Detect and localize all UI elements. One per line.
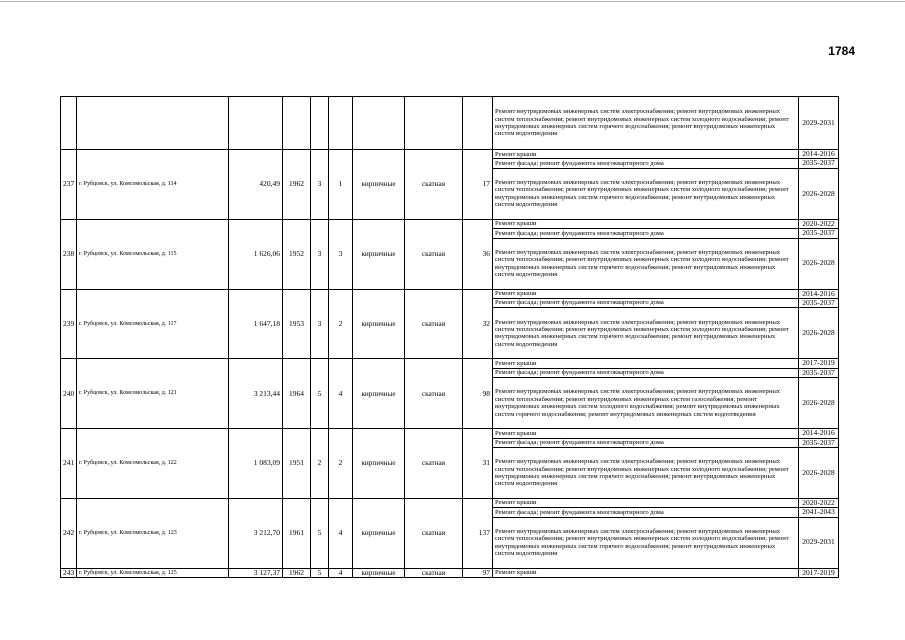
cell-period: 2017-2019 bbox=[799, 359, 839, 368]
cell-roof: скатная bbox=[405, 498, 463, 568]
cell-num: 237 bbox=[61, 150, 77, 220]
cell-num: 242 bbox=[61, 498, 77, 568]
page-number: 1784 bbox=[828, 44, 855, 58]
cell-material: кирпичные bbox=[353, 498, 405, 568]
cell-work: Ремонт внутридомовых инженерных систем электроснабжения; ремонт внутридомовых инженерных систем теплоснабжения; ремонт внутридомовых инженерных систем холодного водоснабжения; ремонт внутридомовых инженерных систем горячего водоснабжения; ремонт внутридомовых инженерных систем водоотведения bbox=[493, 447, 799, 498]
cell-residents: 32 bbox=[463, 289, 493, 359]
cell-floors: 3 bbox=[311, 289, 329, 359]
cell-period: 2035-2037 bbox=[799, 368, 839, 377]
cell-work: Ремонт крыши bbox=[493, 429, 799, 438]
cell-work: Ремонт внутридомовых инженерных систем электроснабжения; ремонт внутридомовых инженерных систем теплоснабжения; ремонт внутридомовых инженерных систем газоснабжения; ремонт внутридомовых инженерных систем холодного водоснабжения; ремонт внутридомовых инженерных систем горячего водоснабжения; ремонт внутридомовых инженерных систем водоотведения bbox=[493, 378, 799, 429]
cell-floors: 5 bbox=[311, 359, 329, 429]
cell-period: 2035-2037 bbox=[799, 438, 839, 447]
cell-floors: 3 bbox=[311, 150, 329, 220]
cell-year: 1952 bbox=[283, 219, 311, 289]
cell-roof: скатная bbox=[405, 429, 463, 499]
cell-material bbox=[353, 97, 405, 150]
cell-residents: 36 bbox=[463, 219, 493, 289]
cell-work: Ремонт крыши bbox=[493, 150, 799, 159]
cell-address: г. Рубцовск, ул. Комсомольская, д. 125 bbox=[77, 568, 229, 577]
cell-period: 2035-2037 bbox=[799, 298, 839, 307]
cell-entrances: 4 bbox=[329, 359, 353, 429]
cell-address: г. Рубцовск, ул. Комсомольская, д. 114 bbox=[77, 150, 229, 220]
cell-area: 1 626,06 bbox=[229, 219, 283, 289]
cell-period: 2041-2043 bbox=[799, 508, 839, 517]
cell-area: 3 213,44 bbox=[229, 359, 283, 429]
cell-num: 239 bbox=[61, 289, 77, 359]
cell-work: Ремонт крыши bbox=[493, 568, 799, 577]
cell-roof: скатная bbox=[405, 150, 463, 220]
cell-work: Ремонт внутридомовых инженерных систем электроснабжения; ремонт внутридомовых инженерных систем теплоснабжения; ремонт внутридомовых инженерных систем холодного водоснабжения; ремонт внутридомовых инженерных систем горячего водоснабжения; ремонт внутридомовых инженерных систем водоотведения bbox=[493, 308, 799, 359]
cell-address bbox=[77, 97, 229, 150]
cell-residents: 98 bbox=[463, 359, 493, 429]
cell-material: кирпичные bbox=[353, 150, 405, 220]
cell-work: Ремонт внутридомовых инженерных систем электроснабжения; ремонт внутридомовых инженерных систем теплоснабжения; ремонт внутридомовых инженерных систем холодного водоснабжения; ремонт внутридомовых инженерных систем горячего водоснабжения; ремонт внутридомовых инженерных систем водоотведения bbox=[493, 168, 799, 219]
housing-repair-table bbox=[60, 96, 839, 578]
cell-floors: 5 bbox=[311, 498, 329, 568]
cell-work: Ремонт внутридомовых инженерных систем электроснабжения; ремонт внутридомовых инженерных систем теплоснабжения; ремонт внутридомовых инженерных систем холодного водоснабжения; ремонт внутридомовых инженерных систем горячего водоснабжения; ремонт внутридомовых инженерных систем водоотведения bbox=[493, 517, 799, 568]
cell-material: кирпичные bbox=[353, 359, 405, 429]
cell-year bbox=[283, 97, 311, 150]
cell-residents: 31 bbox=[463, 429, 493, 499]
cell-residents bbox=[463, 97, 493, 150]
cell-period: 2026-2028 bbox=[799, 378, 839, 429]
cell-residents: 97 bbox=[463, 568, 493, 577]
cell-num: 240 bbox=[61, 359, 77, 429]
cell-residents: 137 bbox=[463, 498, 493, 568]
cell-area: 420,49 bbox=[229, 150, 283, 220]
cell-work: Ремонт крыши bbox=[493, 498, 799, 507]
cell-period: 2035-2037 bbox=[799, 159, 839, 168]
cell-roof: скатная bbox=[405, 359, 463, 429]
cell-residents: 17 bbox=[463, 150, 493, 220]
cell-work: Ремонт крыши bbox=[493, 289, 799, 298]
cell-period: 2020-2022 bbox=[799, 219, 839, 228]
cell-work: Ремонт фасада; ремонт фундамента многоквартирного дома bbox=[493, 438, 799, 447]
cell-num bbox=[61, 97, 77, 150]
table-row bbox=[61, 498, 839, 507]
table-row bbox=[61, 289, 839, 298]
cell-area: 1 647,18 bbox=[229, 289, 283, 359]
cell-year: 1961 bbox=[283, 498, 311, 568]
cell-period: 2014-2016 bbox=[799, 289, 839, 298]
cell-area: 3 212,70 bbox=[229, 498, 283, 568]
table-row bbox=[61, 429, 839, 438]
continuation-row bbox=[61, 97, 839, 150]
cell-entrances: 1 bbox=[329, 150, 353, 220]
cell-address: г. Рубцовск, ул. Комсомольская, д. 123 bbox=[77, 498, 229, 568]
cell-entrances: 2 bbox=[329, 429, 353, 499]
cell-period: 2014-2016 bbox=[799, 150, 839, 159]
cell-entrances: 4 bbox=[329, 568, 353, 577]
cell-roof bbox=[405, 97, 463, 150]
cell-year: 1951 bbox=[283, 429, 311, 499]
cell-work: Ремонт внутридомовых инженерных систем электроснабжения; ремонт внутридомовых инженерных систем теплоснабжения; ремонт внутридомовых инженерных систем холодного водоснабжения; ремонт внутридомовых инженерных систем горячего водоснабжения; ремонт внутридомовых инженерных систем водоотведения bbox=[493, 97, 799, 150]
table-row bbox=[61, 219, 839, 228]
cell-address: г. Рубцовск, ул. Комсомольская, д. 121 bbox=[77, 359, 229, 429]
cell-entrances: 3 bbox=[329, 219, 353, 289]
cell-work: Ремонт фасада; ремонт фундамента многоквартирного дома bbox=[493, 508, 799, 517]
cell-entrances bbox=[329, 97, 353, 150]
table-row bbox=[61, 150, 839, 159]
cell-period: 2029-2031 bbox=[799, 97, 839, 150]
cell-area: 1 083,09 bbox=[229, 429, 283, 499]
cell-period: 2017-2019 bbox=[799, 568, 839, 577]
cell-period: 2029-2031 bbox=[799, 517, 839, 568]
cell-floors: 5 bbox=[311, 568, 329, 577]
cell-period: 2020-2022 bbox=[799, 498, 839, 507]
cell-material: кирпичные bbox=[353, 289, 405, 359]
cell-area: 3 127,37 bbox=[229, 568, 283, 577]
cell-roof: скатная bbox=[405, 219, 463, 289]
cell-period: 2026-2028 bbox=[799, 238, 839, 289]
cell-entrances: 2 bbox=[329, 289, 353, 359]
cell-period: 2026-2028 bbox=[799, 308, 839, 359]
cell-roof: скатная bbox=[405, 289, 463, 359]
cell-work: Ремонт фасада; ремонт фундамента многоквартирного дома bbox=[493, 368, 799, 377]
cell-num: 241 bbox=[61, 429, 77, 499]
table-body bbox=[61, 97, 839, 578]
cell-area bbox=[229, 97, 283, 150]
cell-material: кирпичные bbox=[353, 219, 405, 289]
cell-roof: скатная bbox=[405, 568, 463, 577]
cell-year: 1962 bbox=[283, 568, 311, 577]
cell-period: 2035-2037 bbox=[799, 229, 839, 238]
cell-floors: 3 bbox=[311, 219, 329, 289]
cell-work: Ремонт фасада; ремонт фундамента многоквартирного дома bbox=[493, 298, 799, 307]
table-row bbox=[61, 568, 839, 577]
cell-material: кирпичные bbox=[353, 429, 405, 499]
cell-work: Ремонт фасада; ремонт фундамента многоквартирного дома bbox=[493, 229, 799, 238]
cell-address: г. Рубцовск, ул. Комсомольская, д. 115 bbox=[77, 219, 229, 289]
cell-num: 243 bbox=[61, 568, 77, 577]
cell-period: 2026-2028 bbox=[799, 168, 839, 219]
table-row bbox=[61, 359, 839, 368]
cell-period: 2014-2016 bbox=[799, 429, 839, 438]
cell-year: 1962 bbox=[283, 150, 311, 220]
cell-address: г. Рубцовск, ул. Комсомольская, д. 117 bbox=[77, 289, 229, 359]
cell-floors bbox=[311, 97, 329, 150]
cell-entrances: 4 bbox=[329, 498, 353, 568]
cell-year: 1964 bbox=[283, 359, 311, 429]
cell-work: Ремонт крыши bbox=[493, 219, 799, 228]
cell-year: 1953 bbox=[283, 289, 311, 359]
cell-num: 238 bbox=[61, 219, 77, 289]
cell-floors: 2 bbox=[311, 429, 329, 499]
cell-work: Ремонт внутридомовых инженерных систем электроснабжения; ремонт внутридомовых инженерных систем теплоснабжения; ремонт внутридомовых инженерных систем холодного водоснабжения; ремонт внутридомовых инженерных систем горячего водоснабжения; ремонт внутридомовых инженерных систем водоотведения bbox=[493, 238, 799, 289]
cell-address: г. Рубцовск, ул. Комсомольская, д. 122 bbox=[77, 429, 229, 499]
cell-work: Ремонт крыши bbox=[493, 359, 799, 368]
cell-work: Ремонт фасада; ремонт фундамента многоквартирного дома bbox=[493, 159, 799, 168]
cell-material: кирпичные bbox=[353, 568, 405, 577]
cell-period: 2026-2028 bbox=[799, 447, 839, 498]
